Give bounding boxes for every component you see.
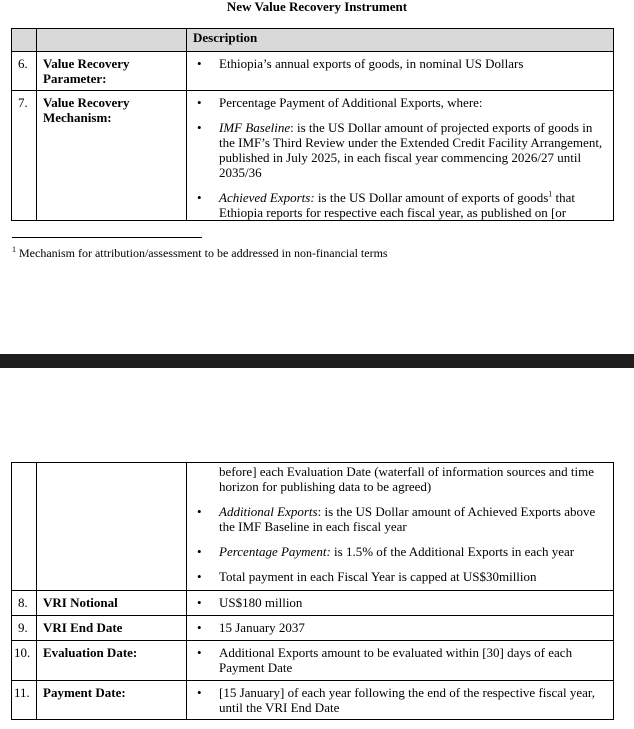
term-achieved-exports: Achieved Exports: — [219, 190, 315, 205]
table-row — [12, 616, 614, 641]
definition-text: : is the US Dollar amount of Achieved Exports above the IMF Baseline in each fiscal year — [219, 504, 596, 534]
row-number: 10. — [12, 641, 37, 681]
row-description — [187, 463, 614, 591]
row-label: Evaluation Date: — [37, 641, 187, 681]
row-number: 11. — [12, 681, 37, 720]
bullet-item: • Additional Exports amount to be evaluated within [30] days of each Payment Date — [193, 645, 609, 675]
row-number: 7. — [12, 91, 37, 221]
document-title: New Value Recovery Instrument — [226, 0, 408, 14]
definition-text: is the US Dollar amount of exports of goods — [314, 190, 549, 205]
row-description — [187, 616, 614, 641]
row-number: 8. — [12, 591, 37, 616]
terms-table-page1 — [11, 28, 614, 221]
row-description — [187, 591, 614, 616]
bullet-item: • Percentage Payment of Additional Exports, where: — [193, 95, 609, 110]
footnote-divider — [12, 237, 202, 238]
page-separator — [0, 354, 634, 368]
bullet-item: • US$180 million — [193, 595, 609, 610]
row-label: Payment Date: — [37, 681, 187, 720]
bullet-item: • Ethiopia’s annual exports of goods, in nominal US Dollars — [193, 56, 609, 71]
bullet-item — [193, 544, 609, 559]
row-label — [37, 463, 187, 591]
bullet-item: • 15 January 2037 — [193, 620, 609, 635]
continued-text: before] each Evaluation Date (waterfall of information sources and time horizon for publishing data to be agreed) — [219, 464, 595, 494]
terms-table-page2 — [11, 462, 614, 720]
table-row — [12, 91, 614, 221]
term-percentage-payment: Percentage Payment: — [219, 544, 331, 559]
row-description — [187, 52, 614, 91]
row-number: 9. — [12, 616, 37, 641]
table-row — [12, 52, 614, 91]
header-description: Description — [187, 29, 614, 52]
row-label: VRI Notional — [37, 591, 187, 616]
definition-text: : is the US Dollar amount of projected exports of goods in the IMF’s Third Review under the Extended Credit Facility Arrangement, published in July 2025, in each fiscal year commencing 2026/27 until 2035/36 — [219, 120, 603, 180]
row-label: Value Recovery Mechanism: — [37, 91, 187, 221]
header-num-cell — [12, 29, 37, 52]
term-imf-baseline: IMF Baseline — [219, 120, 291, 135]
header-row — [12, 29, 614, 52]
bullet-item: • Total payment in each Fiscal Year is capped at US$30million — [193, 569, 609, 584]
row-label: VRI End Date — [37, 616, 187, 641]
row-description — [187, 681, 614, 720]
footnote-text: Mechanism for attribution/assessment to be addressed in non-financial terms — [19, 246, 388, 260]
table-row — [12, 591, 614, 616]
header-label-cell — [37, 29, 187, 52]
bullet-item — [193, 504, 609, 534]
definition-text-cont: that Ethiopia reports for respective each fiscal year, as published on [or — [219, 190, 576, 220]
table-row-continuation — [12, 463, 614, 591]
row-number: 6. — [12, 52, 37, 91]
footnote — [12, 246, 388, 260]
row-number — [12, 463, 37, 591]
row-description — [187, 91, 614, 221]
row-description — [187, 641, 614, 681]
table-row — [12, 681, 614, 720]
table-row — [12, 641, 614, 681]
term-additional-exports: Additional Exports — [219, 504, 318, 519]
footnote-ref: 1 — [548, 189, 553, 199]
footnote-mark: 1 — [12, 245, 16, 254]
row-label: Value Recovery Parameter: — [37, 52, 187, 91]
bullet-item — [193, 190, 609, 220]
bullet-item — [193, 120, 609, 180]
definition-text: is 1.5% of the Additional Exports in each year — [330, 544, 575, 559]
bullet-item: • [15 January] of each year following the end of the respective fiscal year, until the VRI End Date — [193, 685, 609, 715]
